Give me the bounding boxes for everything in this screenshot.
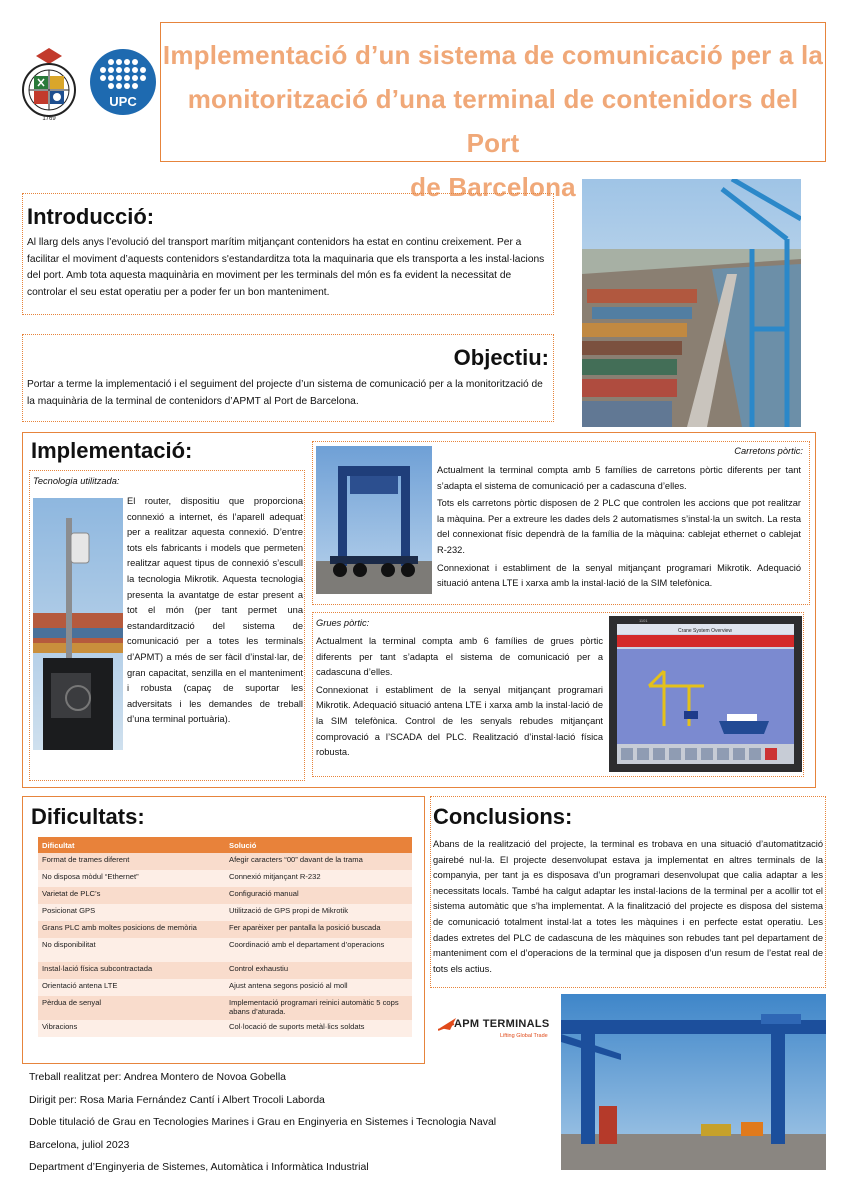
introduccio-section	[22, 193, 554, 315]
dificultat-cell: Vibracions	[38, 1020, 225, 1037]
objectiu-text: Portar a terme la implementació i el seguiment del projecte d’un sistema de comunicació per a la monitorització de la maquinària de la terminal de contenidors d’APMT al Port de Barcelona.	[27, 379, 543, 407]
dificultat-cell: Pèrdua de senyal	[38, 996, 225, 1020]
dificultat-cell: Format de trames diferent	[38, 853, 225, 870]
solucio-cell: Control exhaustiu	[225, 962, 412, 979]
tecnologia-heading: Tecnologia utilitzada:	[33, 476, 120, 486]
table-row	[38, 996, 412, 1020]
grues-heading: Grues pòrtic:	[316, 618, 370, 628]
solucio-cell: Utilització de GPS propi de Mikrotik	[225, 904, 412, 921]
dificultat-cell: Instal·lació física subcontractada	[38, 962, 225, 979]
credits-block	[29, 1066, 559, 1179]
screen-number: 1101	[639, 618, 648, 623]
carretons-p1: Actualment la terminal compta amb 5 famílies de carretons pòrtic diferents per tant s’adapta el sistema de comunicació per a cadascuna d’elles.	[437, 465, 801, 491]
title-box	[160, 22, 826, 202]
dificultat-cell: Varietat de PLC’s	[38, 887, 225, 904]
screen-title: Crane System Overview	[678, 628, 732, 634]
upc-logo	[89, 48, 157, 116]
credits-date: Barcelona, juliol 2023	[29, 1138, 130, 1151]
title-line-3: de Barcelona	[410, 172, 576, 202]
title-line-1: Implementació d’un sistema de comunicació per a la	[162, 40, 824, 70]
credits-department: Department d’Enginyeria de Sistemes, Automàtica i Informàtica Industrial	[29, 1161, 369, 1174]
carretons-text	[437, 463, 801, 592]
gantry-crane-photo	[561, 994, 826, 1170]
tecnologia-box	[29, 470, 305, 781]
grues-p2: Connexionat i establiment de la senyal mitjançant programari Mikrotik. Adequació situació antena LTE i xarxa amb la instal·lació de la SIM telefònica. Control de les senyals rebudes mitjançant comprovació a l’SCADA del PLC. Realització d’instal·lació física robusta.	[316, 684, 603, 758]
dificultat-cell: Posicionat GPS	[38, 904, 225, 921]
implementacio-heading: Implementació:	[31, 438, 193, 463]
solucio-cell: Ajust antena segons posició al moll	[225, 979, 412, 996]
credits-degree: Doble titulació de Grau en Tecnologies Marines i Grau en Enginyeria en Sistemes i Tecnologia Naval	[29, 1116, 497, 1129]
conclusions-section	[430, 796, 826, 988]
table-row	[38, 1020, 412, 1037]
scada-screen-photo	[609, 616, 802, 772]
table-row	[38, 904, 412, 921]
apm-tagline: Lifting Global Trade	[500, 1033, 548, 1039]
credits-author: Treball realitzat per: Andrea Montero de Novoa Gobella	[29, 1071, 287, 1083]
table-header-row	[38, 837, 412, 853]
apm-name: APM TERMINALS	[454, 1018, 550, 1030]
dificultats-table	[38, 837, 412, 1037]
grues-box	[312, 612, 804, 777]
table-row	[38, 853, 412, 870]
router-antenna-photo	[33, 498, 123, 750]
nautical-school-logo	[20, 46, 78, 122]
dificultats-section	[22, 796, 425, 1064]
conclusions-text: Abans de la realització del projecte, la terminal es trobava en una situació d’automatització gairebé nul·la. El projecte desenvolupat estava ja implementat en altres terminals de la companyia, per tant ja es disposava d’un programari desenvolupat que calia adaptar a les necessitats locals. També ha calgut adaptar les instal·lacions de la terminal per a acollir tot el sistema automàtic que s’ha implementat. A la finalització del projecte es disposa del sistema de comunicació totalment instal·lat a totes les màquines i en perfecte estat operatiu. Les dades extretes del PLC de cadascuna de les màquines son rebudes tant pel departament de manteniment com el d’operacions de la terminal que ja disposen d’un resum de l’estat real de tots els actius.	[433, 839, 823, 974]
dificultats-table-wrap	[38, 837, 412, 1037]
table-row	[38, 962, 412, 979]
upc-label: UPC	[109, 94, 137, 109]
credits-directors: Dirigit per: Rosa Maria Fernández Cantí i Albert Trocoli Laborda	[29, 1093, 325, 1106]
solucio-cell: Implementació programari reinici automàtic 5 cops abans d’aturada.	[225, 996, 412, 1020]
dificultats-table-body	[38, 853, 412, 1037]
apm-terminals-logo	[438, 1014, 553, 1044]
introduccio-heading: Introducció:	[27, 204, 155, 229]
grues-p1: Actualment la terminal compta amb 6 famílies de grues pòrtic diferents per tant s’adapta el sistema de comunicació per a cadascuna d’elles.	[316, 636, 603, 678]
objectiu-heading: Objectiu:	[453, 345, 549, 370]
dificultats-heading: Dificultats:	[31, 804, 145, 829]
dificultat-cell: No disponibilitat	[38, 938, 225, 962]
carretons-box	[312, 441, 810, 605]
carretons-heading: Carretons pòrtic:	[734, 446, 803, 456]
solucio-cell: Configuració manual	[225, 887, 412, 904]
carretons-p2: Tots els carretons pòrtic disposen de 2 PLC que controlen les accions que pot realitzar la màquina. Per a extreure les dades dels 2 automatismes s’instal·la un switch. La resta del connexionat físic dependrà de la família de la màquina: cablejat ethernet o cablejat R-232.	[437, 498, 801, 555]
dificultat-cell: Orientació antena LTE	[38, 979, 225, 996]
table-row	[38, 938, 412, 962]
port-aerial-photo	[582, 179, 801, 427]
dificultat-cell: No disposa mòdul “Ethernet”	[38, 870, 225, 887]
solucio-cell: Connexió mitjançant R-232	[225, 870, 412, 887]
tecnologia-text: El router, dispositiu que proporciona connexió a internet, és l’aparell adequat per a realitzar aquesta connexió. D’entre tots els fabricants i models que permeten realitzar aquest tipus de connexió s’escull la tecnologia Mikrotik. Aquesta tecnologia presenta la avantatge de estar present a tot el món (per tant permet una estandardització del sistema de comunicació per a totes les terminals d’APMT) a més de ser fàcil d’instal·lar, de gran capacitat, senzilla en el manteniment i robusta (capaç de suportar les adversitats i les demandes de treball d’una terminal portuària).	[127, 496, 303, 725]
col-solucio: Solució	[225, 837, 412, 853]
solucio-cell: Fer aparèixer per pantalla la posició buscada	[225, 921, 412, 938]
col-dificultat: Dificultat	[38, 837, 225, 853]
solucio-cell: Afegir caracters “00” davant de la trama	[225, 853, 412, 870]
naut-year: 1769	[42, 116, 56, 122]
grues-text	[316, 634, 603, 761]
table-row	[38, 870, 412, 887]
conclusions-heading: Conclusions:	[433, 804, 573, 829]
straddle-carrier-photo	[316, 446, 432, 594]
objectiu-section	[22, 334, 554, 422]
solucio-cell: Coordinació amb el departament d’operacions	[225, 938, 412, 962]
carretons-p3: Connexionat i establiment de la senyal mitjançant programari Mikrotik. Adequació situació antena LTE i xarxa amb la instal·lació de la SIM telefònica.	[437, 562, 801, 589]
dificultat-cell: Grans PLC amb moltes posicions de memòria	[38, 921, 225, 938]
table-row	[38, 887, 412, 904]
introduccio-text: Al llarg dels anys l’evolució del transport marítim mitjançant contenidors ha estat en continu creixement. Per a facilitar el moviment d’aquests contenidors s'estandarditza tota la maquinaria que els transporta a les instal·lacions del port. Amb tota aquesta maquinària en moviment per les terminals del món es fa evident la necessitat de controlar el seu estat operatiu per a poder fer un bon manteniment.	[27, 237, 545, 298]
table-row	[38, 979, 412, 996]
solucio-cell: Col·locació de suports metàl·lics soldats	[225, 1020, 412, 1037]
title-line-2: monitorització d’una terminal de contenidors del Port	[187, 84, 799, 158]
table-row	[38, 921, 412, 938]
